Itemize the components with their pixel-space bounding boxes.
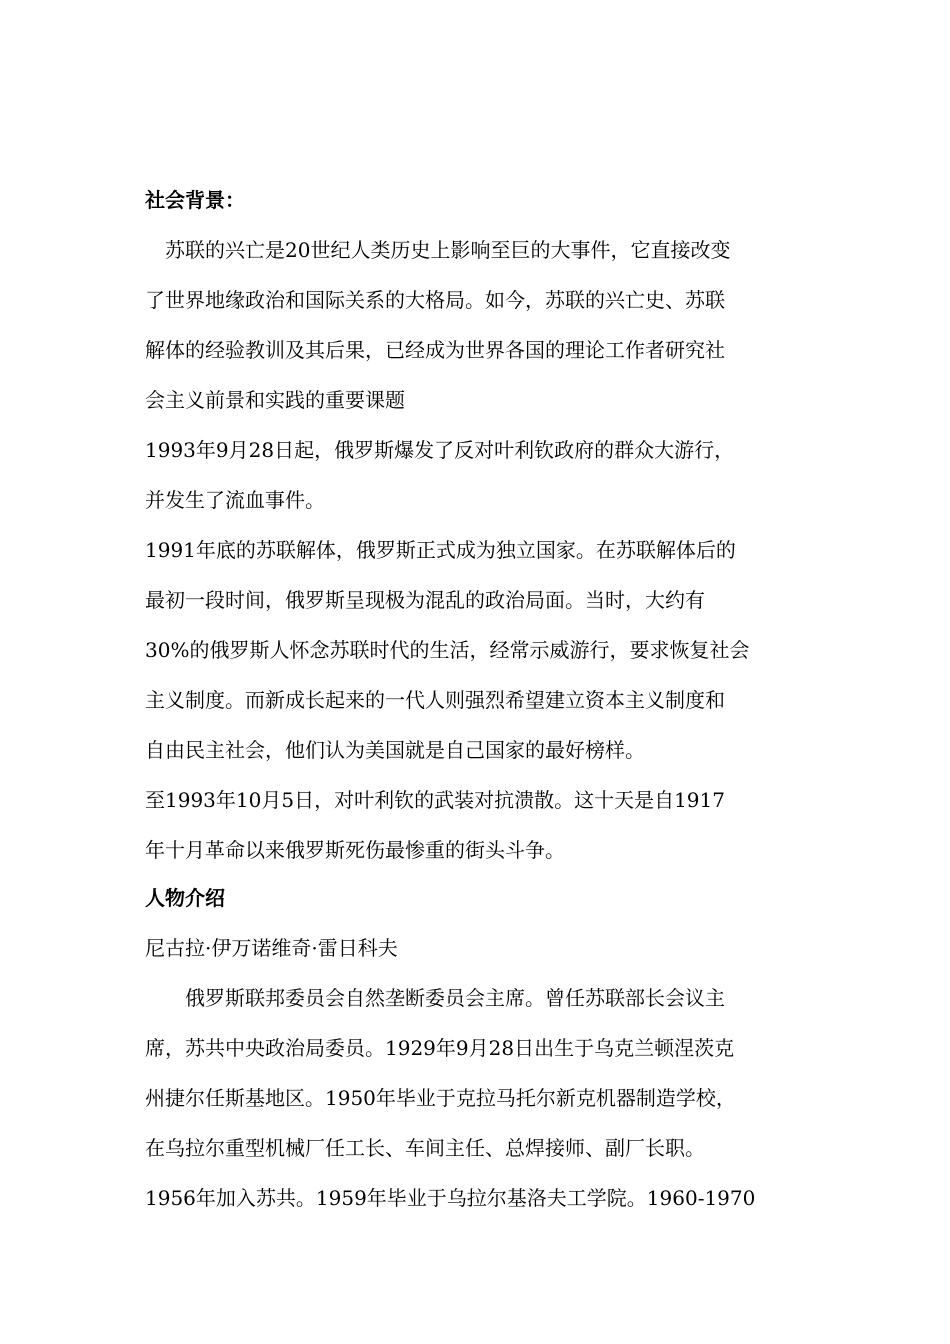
paragraph-line: 自由民主社会，他们认为美国就是自己国家的最好榜样。 xyxy=(145,738,645,762)
paragraph-line: 至1993年10月5日，对叶利钦的武装对抗溃散。这十天是自1917 xyxy=(145,788,725,812)
paragraph-line: 1956年加入苏共。1959年毕业于乌拉尔基洛夫工学院。1960-1970 xyxy=(145,1186,756,1210)
person-name: 尼古拉·伊万诺维奇·雷日科夫 xyxy=(145,936,398,960)
paragraph-line: 解体的经验教训及其后果，已经成为世界各国的理论工作者研究社 xyxy=(145,338,725,362)
paragraph-line: 了世界地缘政治和国际关系的大格局。如今，苏联的兴亡史、苏联 xyxy=(145,288,725,312)
paragraph-line: 1991年底的苏联解体，俄罗斯正式成为独立国家。在苏联解体后的 xyxy=(145,538,736,562)
paragraph-line: 会主义前景和实践的重要课题 xyxy=(145,388,405,412)
paragraph-line: 主义制度。而新成长起来的一代人则强烈希望建立资本主义制度和 xyxy=(145,688,725,712)
paragraph-line: 年十月革命以来俄罗斯死伤最惨重的街头斗争。 xyxy=(145,838,565,862)
paragraph-line: 苏联的兴亡是20世纪人类历史上影响至巨的大事件，它直接改变 xyxy=(165,238,731,262)
paragraph-line: 30%的俄罗斯人怀念苏联时代的生活，经常示威游行，要求恢复社会 xyxy=(145,638,750,662)
paragraph-line: 席，苏共中央政治局委员。1929年9月28日出生于乌克兰顿涅茨克 xyxy=(145,1036,735,1060)
paragraph-line: 并发生了流血事件。 xyxy=(145,488,325,512)
paragraph-line: 在乌拉尔重型机械厂任工长、车间主任、总焊接师、副厂长职。 xyxy=(145,1136,705,1160)
section-heading-people: 人物介绍 xyxy=(145,886,225,910)
paragraph-line: 州捷尔任斯基地区。1950年毕业于克拉马托尔新克机器制造学校， xyxy=(145,1086,736,1110)
paragraph-line: 1993年9月28日起，俄罗斯爆发了反对叶利钦政府的群众大游行， xyxy=(145,438,735,462)
section-heading-background: 社会背景： xyxy=(145,188,245,212)
paragraph-line: 俄罗斯联邦委员会自然垄断委员会主席。曾任苏联部长会议主 xyxy=(185,986,725,1010)
paragraph-line: 最初一段时间，俄罗斯呈现极为混乱的政治局面。当时，大约有 xyxy=(145,588,705,612)
